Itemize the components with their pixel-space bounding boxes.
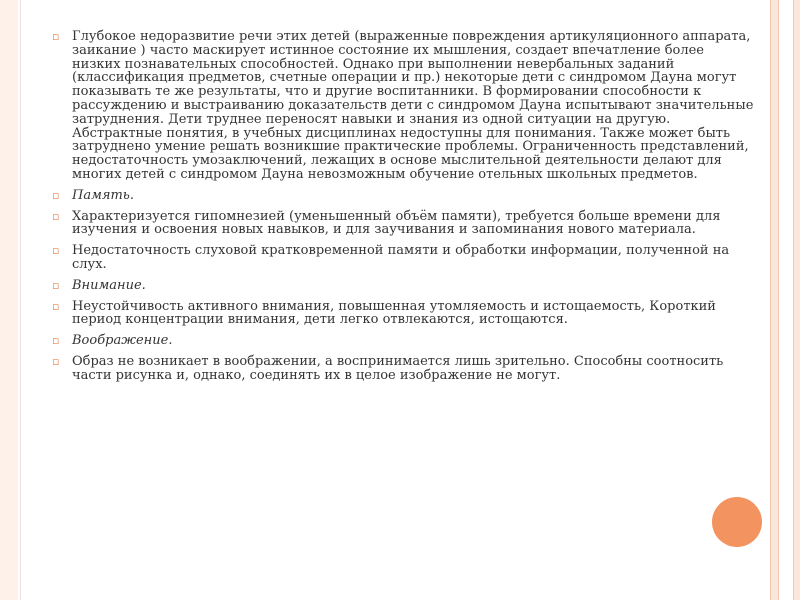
bullet-icon: ▫ <box>52 244 60 258</box>
section-heading-attention <box>50 279 755 293</box>
list-item-text: Образ не возникает в воображении, а воспринимается лишь зрительно. Способны соотносить части рисунка и, однако, соединять их в целое изображение не могут. <box>72 353 724 383</box>
list-item <box>50 30 755 182</box>
list-item-text: Память. <box>72 187 135 203</box>
bullet-icon: ▫ <box>52 30 60 43</box>
list-item-text: Внимание. <box>72 277 146 293</box>
orange-circle-decoration <box>712 497 762 547</box>
list-item-text: Воображение. <box>72 333 173 349</box>
bullet-icon: ▫ <box>52 354 60 368</box>
list-item <box>50 355 755 383</box>
list-item-text: Характеризуется гипомнезией (уменьшенный объём памяти), требуется больше времени для изучения и освоения новых навыков, и для заучивания и запоминания нового материала. <box>72 208 721 238</box>
list-item-text: Неустойчивость активного внимания, повышенная утомляемость и истощаемость, Короткий период концентрации внимания, дети легко отвлекаются, истощаются. <box>72 298 716 328</box>
bullet-icon: ▫ <box>52 299 60 313</box>
left-decorative-band <box>0 0 18 600</box>
list-item <box>50 210 755 238</box>
right-decorative-stripe <box>778 0 794 600</box>
bullet-icon: ▫ <box>52 334 60 348</box>
bullet-icon: ▫ <box>52 188 60 202</box>
bullet-icon: ▫ <box>52 278 60 292</box>
bullet-list <box>50 30 755 383</box>
list-item <box>50 300 755 328</box>
list-item <box>50 244 755 272</box>
slide-content <box>50 30 755 390</box>
section-heading-memory <box>50 189 755 203</box>
bullet-icon: ▫ <box>52 209 60 223</box>
list-item-text: Недостаточность слуховой кратковременной памяти и обработки информации, полученной на слух. <box>72 243 730 272</box>
section-heading-imagination <box>50 334 755 348</box>
list-item-text: Глубокое недоразвитие речи этих детей (выраженные повреждения артикуляционного аппарата, заикание ) часто маскирует истинное состояние их мышления, создает впечатление более низких познавательных способностей. Однако при выполнении невербальных заданий (классификация предметов, счетные операции и пр.) некоторые дети с синдромом Дауна могут показывать те же результаты, что и другие воспитанники. В формировании способности к рассуждению и выстраиванию доказательств дети с синдромом Дауна испытывают значительные затруднения. Дети труднее переносят навыки и знания из одной ситуации на другую. Абстрактные понятия, в учебных дисциплинах недоступны для понимания. Также может быть затруднено умение решать возникшие практические проблемы. Ограниченность представлений, недостаточность умозаключений, лежащих в основе мыслительной деятельности делают для многих детей с синдромом Дауна невозможным обучение отельных школьных предметов. <box>72 29 754 182</box>
